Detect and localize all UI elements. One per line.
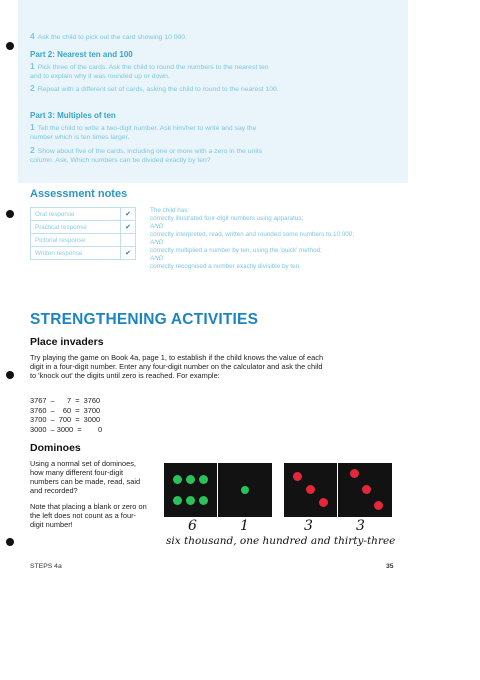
dominoes-note: Note that placing a blank or zero on the left does not count as a four-digit number!: [30, 502, 147, 529]
tick-icon: ✔: [121, 247, 136, 260]
item-text: Repeat with a different set of cards, asking the child to round to the nearest 100.: [37, 86, 279, 93]
calc-line: 3760 – 60 = 3700: [30, 405, 101, 415]
calc-line: 3000 – 3000 = 0: [30, 424, 103, 434]
binder-hole: [6, 42, 14, 50]
notes-line: correctly illustrated four-digit numbers using apparatus;: [150, 215, 304, 222]
part2-item-1: [30, 62, 280, 81]
green-dot: [241, 486, 249, 494]
checklist-row: [31, 208, 136, 221]
page-number: 35: [386, 563, 394, 570]
domino-tile-three: [283, 462, 339, 518]
red-dot: [293, 472, 302, 481]
instruction-item-4: [30, 32, 360, 43]
green-dot: [186, 475, 195, 484]
section-title: STRENGTHENING ACTIVITIES: [30, 311, 259, 328]
part3-item-1: [30, 123, 270, 142]
part2-heading: Part 2: Nearest ten and 100: [30, 50, 133, 59]
checklist-label: Practical response: [31, 221, 121, 234]
dominoes-heading: Dominoes: [30, 442, 81, 454]
tick-icon: ✔: [121, 221, 136, 234]
item-text: Show about five of the cards, including one or more with a zero in the units column. Ask, Which numbers can be divided exactly by ten?: [30, 148, 263, 164]
part3-heading: Part 3: Multiples of ten: [30, 111, 116, 120]
place-invaders-heading: Place invaders: [30, 336, 104, 348]
domino-tile-three: [337, 462, 393, 518]
notes-and: AND: [150, 239, 164, 246]
item-text: Ask the child to pick out the card showing 10 000.: [37, 34, 187, 41]
item-text: Pick three of the cards. Ask the child to round the numbers to the nearest ten and to explain why it was rounded up or down.: [30, 64, 269, 80]
item-number: 1: [30, 122, 35, 132]
checklist-row: [31, 247, 136, 260]
checklist-label: Written response: [31, 247, 121, 260]
green-dot: [173, 475, 182, 484]
item-text: Tell the child to write a two-digit number. Ask him/her to write and say the number which is ten times larger.: [30, 125, 257, 141]
binder-hole: [6, 371, 14, 379]
binder-hole: [6, 538, 14, 546]
notes-line: correctly recognised a number exactly divisible by ten.: [150, 263, 301, 270]
notes-and: AND: [150, 255, 164, 262]
notes-intro: The child has:: [150, 207, 190, 214]
red-dot: [306, 485, 315, 494]
domino-digit: 3: [356, 518, 365, 534]
checklist-row: [31, 221, 136, 234]
assessment-checklist: [30, 207, 136, 260]
calc-line: 3767 – 7 = 3760: [30, 396, 101, 405]
assessment-notes: [150, 207, 400, 271]
red-dot: [362, 485, 371, 494]
item-number: 1: [30, 61, 35, 71]
notes-line: correctly interpreted, read, written and rounded some numbers to 10 000;: [150, 231, 355, 238]
red-dot: [350, 469, 359, 478]
green-dot: [173, 496, 182, 505]
checklist-label: Oral response: [31, 208, 121, 221]
domino-digit: 3: [304, 518, 313, 534]
assessment-title: Assessment notes: [30, 188, 128, 200]
domino-tile-one: [217, 462, 273, 518]
item-number: 2: [30, 83, 35, 93]
footer-book-title: STEPS 4a: [30, 563, 62, 570]
dominoes-text: Using a normal set of dominoes, how many different four-digit numbers can be made, read, said and recorded?: [30, 459, 141, 495]
tick-icon: [121, 234, 136, 247]
calculation-example: [30, 396, 102, 434]
part3-item-2: [30, 146, 270, 165]
checklist-row: [31, 234, 136, 247]
domino-digit: 6: [188, 518, 197, 534]
tick-icon: ✔: [121, 208, 136, 221]
domino-number-words: six thousand, one hundred and thirty-three: [166, 535, 396, 547]
notes-line: correctly multiplied a number by ten, using the 'quick' method;: [150, 247, 322, 254]
green-dot: [199, 475, 208, 484]
domino-tile-six: [163, 462, 219, 518]
green-dot: [186, 496, 195, 505]
binder-hole: [6, 210, 14, 218]
calc-line: 3700 – 700 = 3000: [30, 415, 101, 425]
notes-and: AND: [150, 223, 164, 230]
part2-item-2: [30, 84, 280, 95]
checklist-label: Pictorial response: [31, 234, 121, 247]
item-number: 4: [30, 31, 35, 41]
red-dot: [319, 498, 328, 507]
domino-digit: 1: [240, 518, 249, 534]
red-dot: [374, 501, 383, 510]
green-dot: [199, 496, 208, 505]
place-invaders-text: Try playing the game on Book 4a, page 1, to establish if the child knows the value of each digit in a four-digit number. Enter any four-digit number on the calculator and ask the child to 'knock out' the digits until zero is reached. For example:: [30, 353, 324, 380]
item-number: 2: [30, 145, 35, 155]
